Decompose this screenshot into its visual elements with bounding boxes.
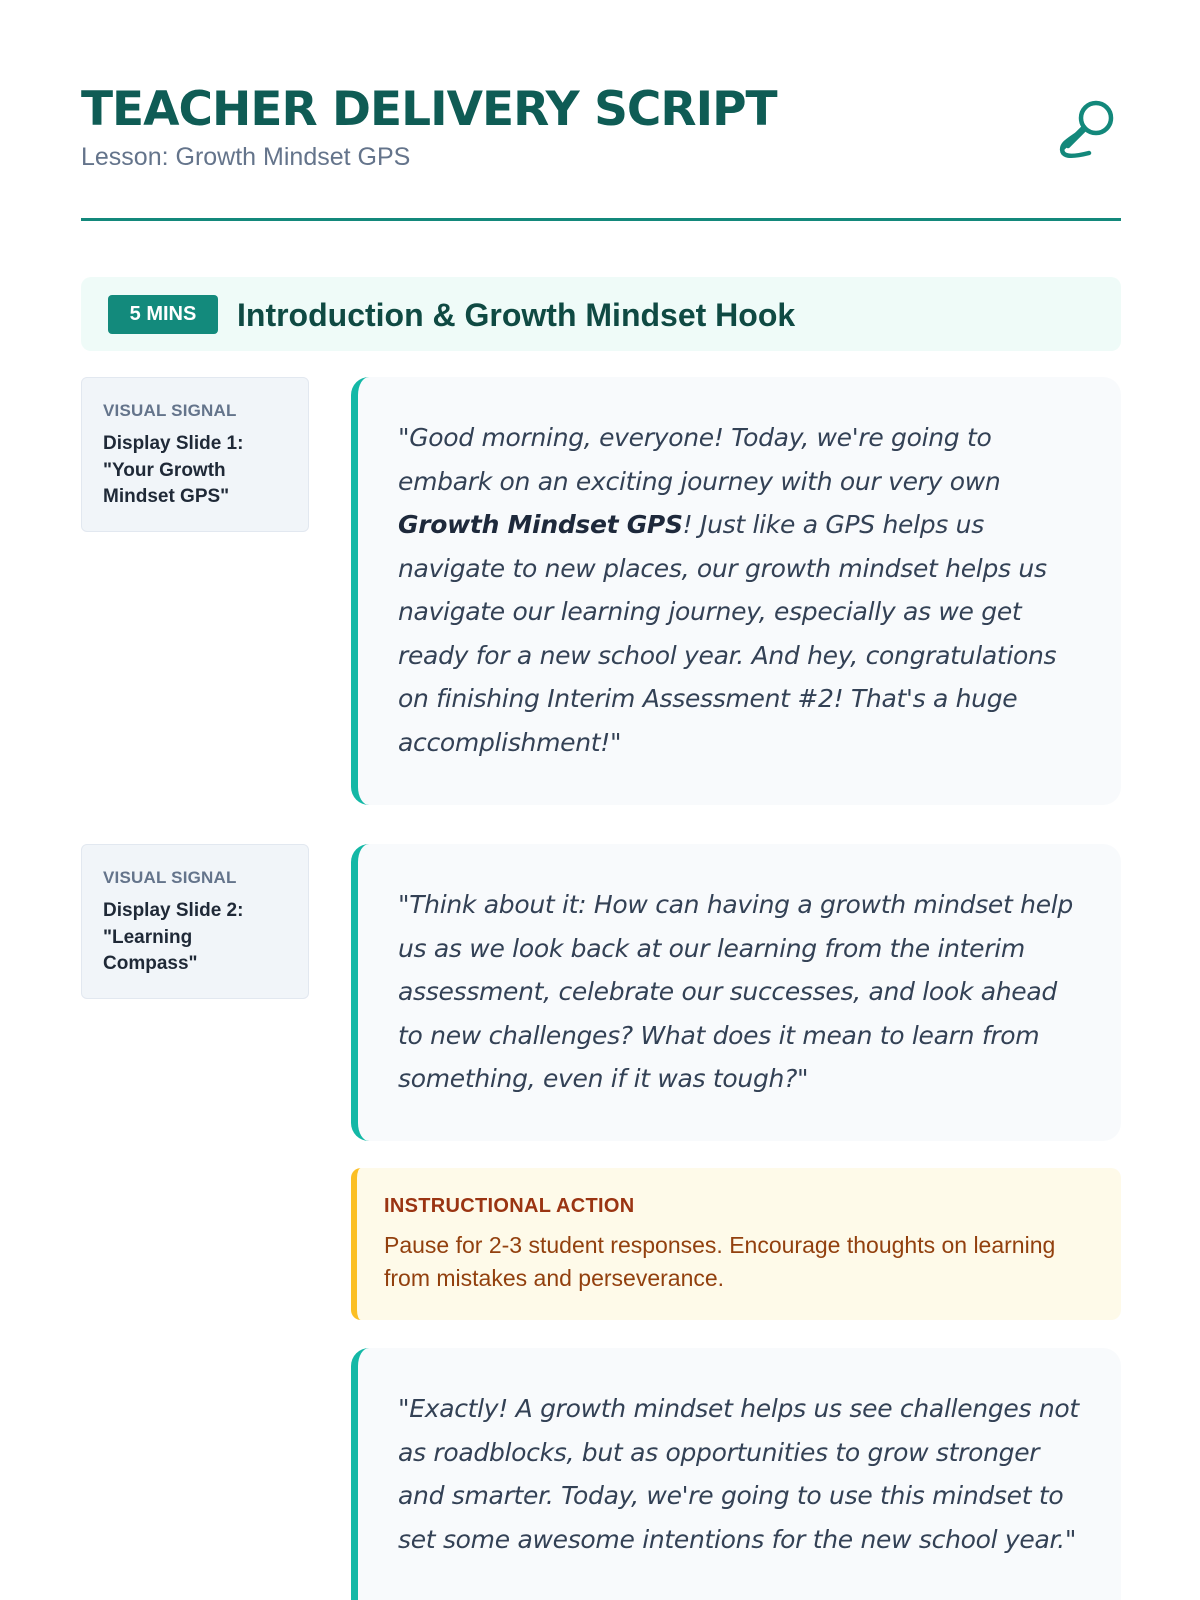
section-title: Introduction & Growth Mindset Hook: [237, 297, 796, 333]
script-text-part: "Good morning, everyone! Today, we're going to embark on an exciting journey with our very own: [398, 423, 1001, 496]
script-card: [351, 377, 1121, 805]
header-divider: [81, 218, 1121, 221]
script-text-part: ! Just like a GPS helps us navigate to new places, our growth mindset helps us navigate our learning journey, especially as we get ready for a new school year. And hey, congratulations on finishing Interim Assessment #2! That's a huge accomplishment!": [398, 510, 1057, 757]
script-text: "Exactly! A growth mindset helps us see challenges not as roadblocks, but as opportunities to grow stronger and smarter. Today, we're going to use this mindset to set some awesome intentions for the new school year.": [398, 1394, 1079, 1554]
duration-badge: 5 MINS: [108, 295, 218, 334]
script-card: [351, 1348, 1121, 1600]
visual-signal-card: [81, 377, 309, 532]
lesson-subtitle: Lesson: Growth Mindset GPS: [81, 143, 411, 171]
script-card: [351, 844, 1121, 1141]
visual-signal-label: VISUAL SIGNAL: [103, 868, 237, 887]
script-text: "Think about it: How can having a growth mindset help us as we look back at our learning from the interim assessment, celebrate our successes, and look ahead to new challenges? What does it mean to learn from something, even if it was tough?": [398, 890, 1073, 1093]
script-emphasis: Growth Mindset GPS: [398, 510, 683, 539]
instructional-action-text: Pause for 2-3 student responses. Encourage thoughts on learning from mistakes and perseverance.: [384, 1232, 1056, 1291]
page-title: TEACHER DELIVERY SCRIPT: [81, 82, 777, 137]
visual-signal-text: Display Slide 1: "Your Growth Mindset GPS": [103, 433, 244, 507]
page-header: [81, 78, 1121, 220]
instructional-action-label: INSTRUCTIONAL ACTION: [384, 1195, 635, 1217]
section-header: [81, 277, 1121, 351]
visual-signal-label: VISUAL SIGNAL: [103, 401, 237, 420]
delivery-script-page: [81, 0, 1121, 1600]
visual-signal-text: Display Slide 2: "Learning Compass": [103, 900, 244, 974]
microphone-icon: [1055, 98, 1117, 160]
visual-signal-card: [81, 844, 309, 999]
instructional-action-card: [351, 1168, 1121, 1320]
script-text: [398, 416, 1081, 764]
